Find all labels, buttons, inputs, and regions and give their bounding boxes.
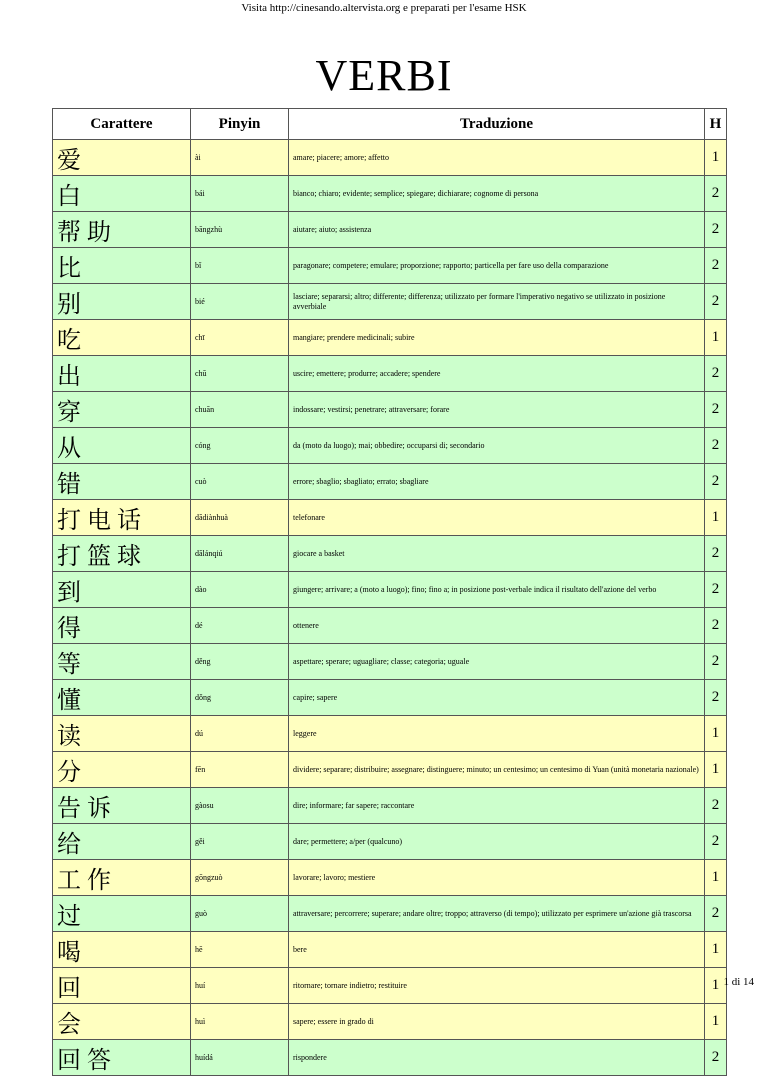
cell-pinyin: bāngzhù	[191, 212, 289, 248]
table-row	[53, 824, 727, 860]
cell-hsk-level: 2	[705, 464, 727, 500]
column-header-hsk: H	[705, 109, 727, 140]
cell-translation: dare; permettere; a/per (qualcuno)	[289, 824, 705, 860]
cell-hsk-level: 1	[705, 1004, 727, 1040]
cell-pinyin: huí	[191, 968, 289, 1004]
cell-pinyin: chī	[191, 320, 289, 356]
cell-character: 懂	[53, 680, 191, 716]
cell-pinyin: guò	[191, 896, 289, 932]
cell-hsk-level: 2	[705, 392, 727, 428]
cell-pinyin: dé	[191, 608, 289, 644]
cell-character: 打篮球	[53, 536, 191, 572]
cell-character: 会	[53, 1004, 191, 1040]
cell-translation: dire; informare; far sapere; raccontare	[289, 788, 705, 824]
cell-hsk-level: 2	[705, 536, 727, 572]
cell-pinyin: cóng	[191, 428, 289, 464]
cell-translation: uscire; emettere; produrre; accadere; spendere	[289, 356, 705, 392]
cell-translation: ritornare; tornare indietro; restituire	[289, 968, 705, 1004]
cell-translation: mangiare; prendere medicinali; subire	[289, 320, 705, 356]
cell-character: 比	[53, 248, 191, 284]
cell-hsk-level: 2	[705, 644, 727, 680]
table-row	[53, 932, 727, 968]
cell-pinyin: bié	[191, 284, 289, 320]
table-row	[53, 968, 727, 1004]
cell-character: 别	[53, 284, 191, 320]
cell-hsk-level: 2	[705, 284, 727, 320]
cell-translation: errore; sbaglio; sbagliato; errato; sbagliare	[289, 464, 705, 500]
cell-pinyin: cuò	[191, 464, 289, 500]
cell-pinyin: bǐ	[191, 248, 289, 284]
table-row	[53, 392, 727, 428]
cell-hsk-level: 1	[705, 140, 727, 176]
cell-translation: aiutare; aiuto; assistenza	[289, 212, 705, 248]
cell-character: 错	[53, 464, 191, 500]
cell-hsk-level: 2	[705, 608, 727, 644]
column-header-pinyin: Pinyin	[191, 109, 289, 140]
cell-pinyin: dǒng	[191, 680, 289, 716]
cell-translation: sapere; essere in grado di	[289, 1004, 705, 1040]
cell-character: 告诉	[53, 788, 191, 824]
cell-translation: lasciare; separarsi; altro; differente; differenza; utilizzato per formare l'imperativo negativo se utilizzato in posizione avverbiale	[289, 284, 705, 320]
table-row	[53, 464, 727, 500]
table-row	[53, 752, 727, 788]
cell-pinyin: dào	[191, 572, 289, 608]
cell-character: 读	[53, 716, 191, 752]
column-header-character: Carattere	[53, 109, 191, 140]
cell-hsk-level: 2	[705, 824, 727, 860]
cell-translation: da (moto da luogo); mai; obbedire; occuparsi di; secondario	[289, 428, 705, 464]
cell-pinyin: huídá	[191, 1040, 289, 1076]
cell-hsk-level: 2	[705, 212, 727, 248]
cell-pinyin: hē	[191, 932, 289, 968]
cell-hsk-level: 1	[705, 320, 727, 356]
cell-hsk-level: 2	[705, 896, 727, 932]
cell-character: 工作	[53, 860, 191, 896]
cell-pinyin: bái	[191, 176, 289, 212]
cell-hsk-level: 1	[705, 716, 727, 752]
table-header-row	[53, 109, 727, 140]
cell-character: 到	[53, 572, 191, 608]
table-row	[53, 1040, 727, 1076]
table-row	[53, 140, 727, 176]
table-row	[53, 788, 727, 824]
cell-hsk-level: 1	[705, 968, 727, 1004]
cell-translation: dividere; separare; distribuire; assegnare; distinguere; minuto; un centesimo; un centesimo di Yuan (unità monetaria nazionale)	[289, 752, 705, 788]
cell-translation: bianco; chiaro; evidente; semplice; spiegare; dichiarare; cognome di persona	[289, 176, 705, 212]
cell-hsk-level: 2	[705, 248, 727, 284]
cell-hsk-level: 1	[705, 860, 727, 896]
cell-character: 吃	[53, 320, 191, 356]
cell-hsk-level: 1	[705, 932, 727, 968]
table-row	[53, 680, 727, 716]
table-row	[53, 212, 727, 248]
cell-pinyin: dădiànhuà	[191, 500, 289, 536]
cell-translation: bere	[289, 932, 705, 968]
cell-translation: leggere	[289, 716, 705, 752]
table-row	[53, 536, 727, 572]
cell-pinyin: dălánqiú	[191, 536, 289, 572]
table-row	[53, 644, 727, 680]
table-row	[53, 320, 727, 356]
cell-hsk-level: 2	[705, 680, 727, 716]
table-row	[53, 572, 727, 608]
cell-translation: lavorare; lavoro; mestiere	[289, 860, 705, 896]
cell-translation: attraversare; percorrere; superare; andare oltre; troppo; attraverso (di tempo); utilizzato per esprimere un'azione già trascorsa	[289, 896, 705, 932]
cell-hsk-level: 2	[705, 572, 727, 608]
cell-character: 爱	[53, 140, 191, 176]
cell-character: 喝	[53, 932, 191, 968]
table-row	[53, 716, 727, 752]
table-row	[53, 428, 727, 464]
cell-pinyin: gōngzuò	[191, 860, 289, 896]
cell-character: 从	[53, 428, 191, 464]
cell-hsk-level: 2	[705, 428, 727, 464]
cell-character: 白	[53, 176, 191, 212]
table-row	[53, 500, 727, 536]
cell-hsk-level: 2	[705, 1040, 727, 1076]
cell-translation: giungere; arrivare; a (moto a luogo); fino; fino a; in posizione post-verbale indica il risultato dell'azione del verbo	[289, 572, 705, 608]
page-number: 1 di 14	[723, 976, 754, 988]
cell-pinyin: huì	[191, 1004, 289, 1040]
cell-translation: indossare; vestirsi; penetrare; attraversare; forare	[289, 392, 705, 428]
cell-character: 给	[53, 824, 191, 860]
cell-translation: capire; sapere	[289, 680, 705, 716]
cell-character: 回	[53, 968, 191, 1004]
cell-hsk-level: 2	[705, 356, 727, 392]
cell-character: 打电话	[53, 500, 191, 536]
cell-translation: amare; piacere; amore; affetto	[289, 140, 705, 176]
cell-character: 等	[53, 644, 191, 680]
header-note: Visita http://cinesando.altervista.org e preparati per l'esame HSK	[241, 2, 527, 14]
cell-translation: rispondere	[289, 1040, 705, 1076]
cell-pinyin: děng	[191, 644, 289, 680]
table-row	[53, 860, 727, 896]
cell-hsk-level: 2	[705, 788, 727, 824]
cell-character: 出	[53, 356, 191, 392]
cell-translation: paragonare; competere; emulare; proporzione; rapporto; particella per fare uso della comparazione	[289, 248, 705, 284]
table-row	[53, 1004, 727, 1040]
cell-translation: giocare a basket	[289, 536, 705, 572]
cell-translation: ottenere	[289, 608, 705, 644]
cell-pinyin: fēn	[191, 752, 289, 788]
vocabulary-table	[52, 108, 727, 1076]
cell-translation: telefonare	[289, 500, 705, 536]
cell-character: 回答	[53, 1040, 191, 1076]
cell-hsk-level: 1	[705, 500, 727, 536]
cell-character: 得	[53, 608, 191, 644]
table-row	[53, 608, 727, 644]
table-row	[53, 356, 727, 392]
cell-character: 过	[53, 896, 191, 932]
cell-pinyin: dú	[191, 716, 289, 752]
cell-hsk-level: 1	[705, 752, 727, 788]
column-header-translation: Traduzione	[289, 109, 705, 140]
cell-pinyin: gěi	[191, 824, 289, 860]
cell-character: 分	[53, 752, 191, 788]
cell-pinyin: chū	[191, 356, 289, 392]
cell-translation: aspettare; sperare; uguagliare; classe; categoria; uguale	[289, 644, 705, 680]
cell-hsk-level: 2	[705, 176, 727, 212]
table-row	[53, 176, 727, 212]
table-row	[53, 248, 727, 284]
cell-pinyin: ài	[191, 140, 289, 176]
cell-pinyin: gàosu	[191, 788, 289, 824]
table-row	[53, 896, 727, 932]
page-title: VERBI	[315, 51, 453, 100]
table-row	[53, 284, 727, 320]
cell-character: 穿	[53, 392, 191, 428]
cell-character: 帮助	[53, 212, 191, 248]
cell-pinyin: chuān	[191, 392, 289, 428]
